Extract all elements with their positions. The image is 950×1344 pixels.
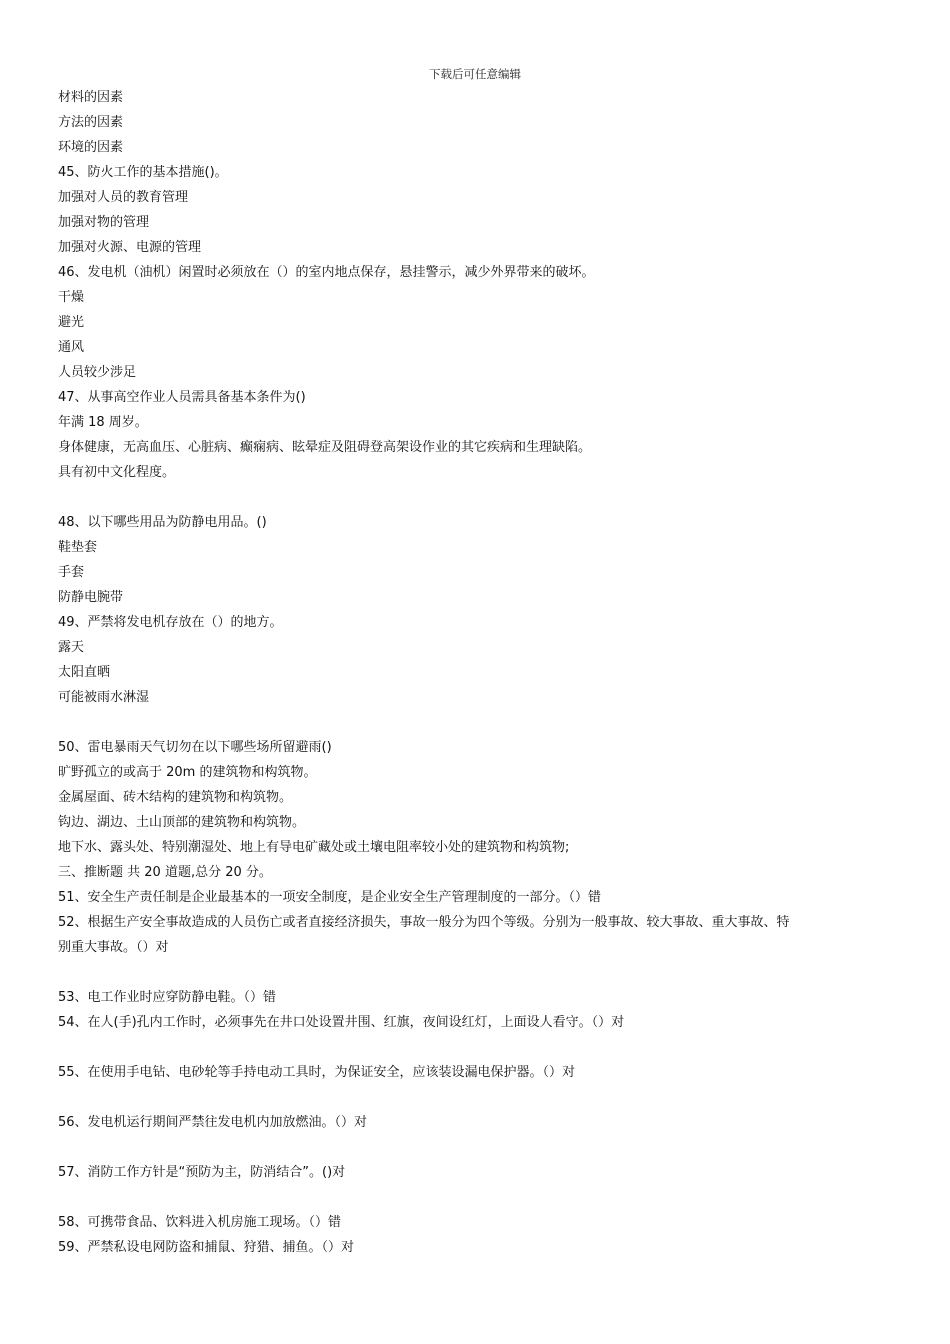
question-57: 57、消防工作方针是“预防为主，防消结合”。()对 [58, 1165, 346, 1180]
question-53: 53、电工作业时应穿防静电鞋。（）错 [58, 990, 277, 1005]
question-54: 54、在人(手)孔内工作时，必须事先在井口处设置井围、红旗，夜间设红灯，上面设人看守。（）对 [58, 1015, 625, 1030]
text-line: 鞋垫套 [58, 540, 98, 555]
question-55: 55、在使用手电钻、电砂轮等手持电动工具时，为保证安全，应该装设漏电保护器。（）对 [58, 1065, 576, 1080]
text-line: 加强对物的管理 [58, 215, 150, 230]
question-58: 58、可携带食品、饮料进入机房施工现场。（）错 [58, 1215, 342, 1230]
text-line: 环境的因素 [58, 140, 124, 155]
text-line: 金属屋面、砖木结构的建筑物和构筑物。 [58, 790, 293, 805]
question-47: 47、从事高空作业人员需具备基本条件为() [58, 390, 306, 405]
question-52: 52、根据生产安全事故造成的人员伤亡或者直接经济损失，事故一般分为四个等级。分别为一般事故、较大事故、重大事故、特 [58, 915, 790, 930]
text-line: 具有初中文化程度。 [58, 465, 176, 480]
question-56: 56、发电机运行期间严禁往发电机内加放燃油。（）对 [58, 1115, 368, 1130]
blank-line [58, 1035, 888, 1060]
blank-line [58, 960, 888, 985]
question-50: 50、雷电暴雨天气切勿在以下哪些场所留避雨() [58, 740, 332, 755]
text-line: 钩边、湖边、土山顶部的建筑物和构筑物。 [58, 815, 306, 830]
blank-line [58, 1085, 888, 1110]
text-line: 手套 [58, 565, 85, 580]
text-line: 露天 [58, 640, 85, 655]
text-line: 加强对人员的教育管理 [58, 190, 189, 205]
text-line: 加强对火源、电源的管理 [58, 240, 202, 255]
question-48: 48、以下哪些用品为防静电用品。() [58, 515, 267, 530]
text-line: 太阳直晒 [58, 665, 111, 680]
question-45: 45、防火工作的基本措施()。 [58, 165, 228, 180]
text-line: 人员较少涉足 [58, 365, 137, 380]
text-line: 地下水、露头处、特别潮湿处、地上有导电矿藏处或土壤电阻率较小处的建筑物和构筑物; [58, 840, 570, 855]
text-line: 通风 [58, 340, 85, 355]
question-52-continued: 别重大事故。（）对 [58, 940, 169, 955]
blank-line [58, 485, 888, 510]
blank-line [58, 1185, 888, 1210]
document-body [58, 85, 888, 1260]
blank-line [58, 710, 888, 735]
text-line: 避光 [58, 315, 85, 330]
text-line: 防静电腕带 [58, 590, 124, 605]
text-line: 年满 18 周岁。 [58, 415, 148, 430]
question-59: 59、严禁私设电网防盗和捕鼠、狩猎、捕鱼。（）对 [58, 1240, 355, 1255]
page-header: 下载后可任意编辑 [429, 67, 521, 81]
text-line: 旷野孤立的或高于 20m 的建筑物和构筑物。 [58, 765, 317, 780]
text-line: 身体健康，无高血压、心脏病、癫痫病、眩晕症及阻碍登高架设作业的其它疾病和生理缺陷。 [58, 440, 592, 455]
text-line: 方法的因素 [58, 115, 124, 130]
question-51: 51、安全生产责任制是企业最基本的一项安全制度，是企业安全生产管理制度的一部分。（）错 [58, 890, 602, 905]
text-line: 可能被雨水淋湿 [58, 690, 150, 705]
text-line: 材料的因素 [58, 90, 124, 105]
section-heading: 三、推断题 共 20 道题,总分 20 分。 [58, 865, 272, 880]
question-49: 49、严禁将发电机存放在（）的地方。 [58, 615, 283, 630]
blank-line [58, 1135, 888, 1160]
question-46: 46、发电机（油机）闲置时必须放在（）的室内地点保存，悬挂警示，减少外界带来的破坏。 [58, 265, 595, 280]
text-line: 干燥 [58, 290, 85, 305]
